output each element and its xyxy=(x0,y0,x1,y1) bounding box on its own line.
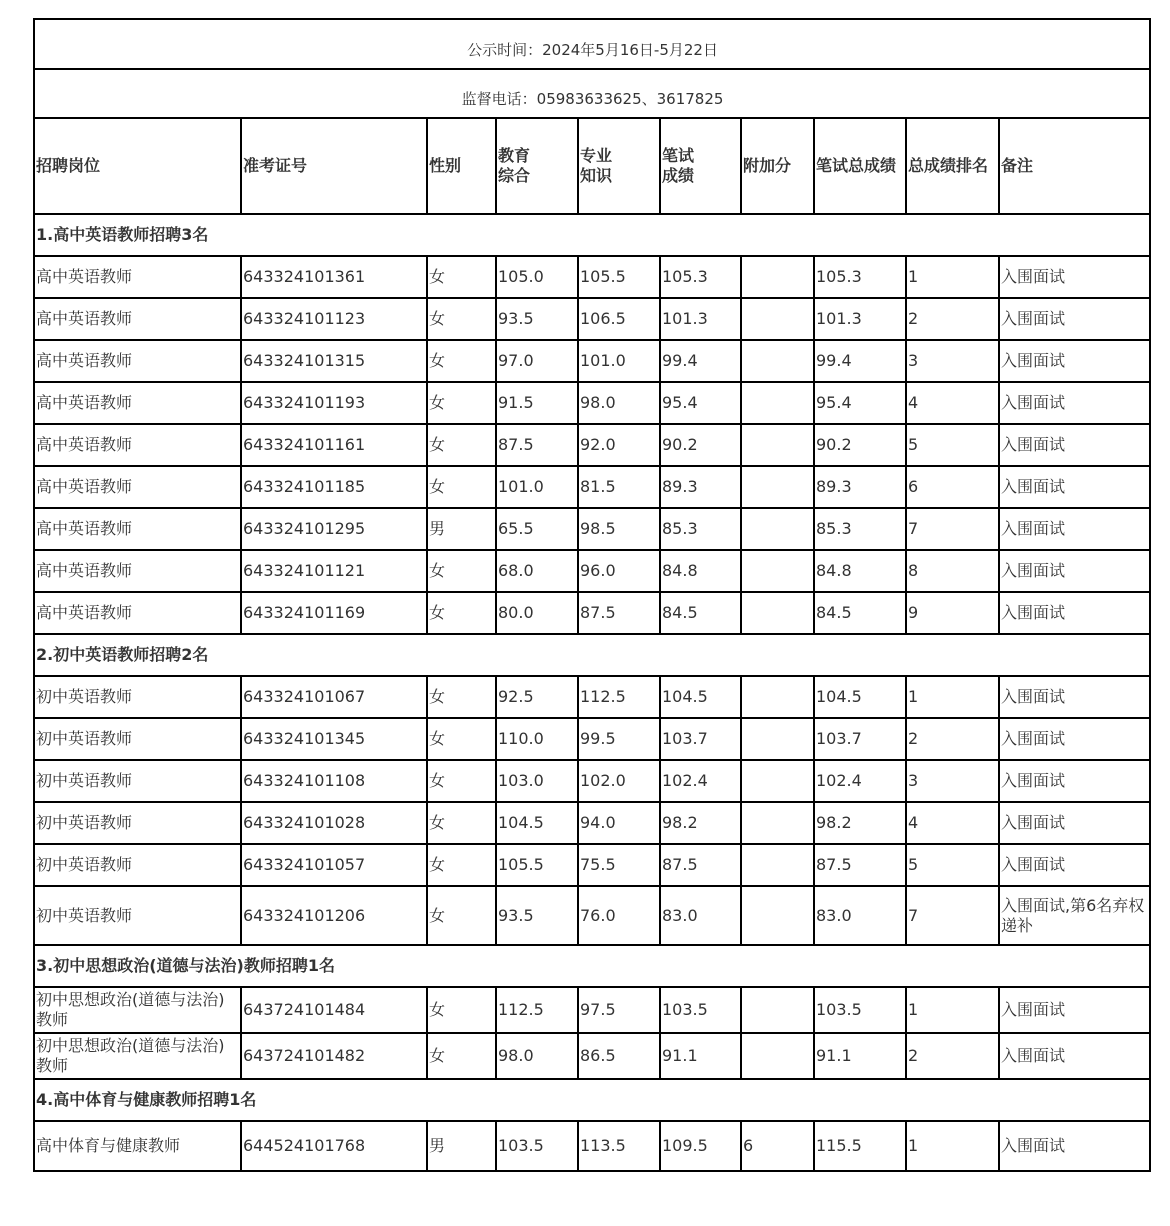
table-row xyxy=(34,340,1150,382)
cell-education-score: 103.0 xyxy=(496,760,578,802)
cell-total-score: 102.4 xyxy=(814,760,906,802)
cell-bonus: 6 xyxy=(741,1121,814,1171)
cell-bonus xyxy=(741,987,814,1033)
cell-rank: 9 xyxy=(906,592,999,634)
cell-professional-score: 94.0 xyxy=(578,802,660,844)
cell-remark: 入围面试,第6名弃权递补 xyxy=(999,886,1150,945)
cell-education-score: 92.5 xyxy=(496,676,578,718)
cell-total-score: 84.5 xyxy=(814,592,906,634)
cell-written-score: 91.1 xyxy=(660,1033,741,1079)
publish-time: 公示时间：2024年5月16日-5月22日 xyxy=(34,19,1150,69)
cell-exam-number: 643324101123 xyxy=(241,298,427,340)
cell-remark: 入围面试 xyxy=(999,466,1150,508)
cell-professional-score: 99.5 xyxy=(578,718,660,760)
cell-rank: 6 xyxy=(906,466,999,508)
cell-gender: 女 xyxy=(427,718,496,760)
cell-written-score: 89.3 xyxy=(660,466,741,508)
cell-written-score: 98.2 xyxy=(660,802,741,844)
table-row xyxy=(34,592,1150,634)
cell-rank: 1 xyxy=(906,256,999,298)
cell-remark: 入围面试 xyxy=(999,592,1150,634)
cell-position: 初中英语教师 xyxy=(34,886,241,945)
cell-education-score: 65.5 xyxy=(496,508,578,550)
cell-education-score: 112.5 xyxy=(496,987,578,1033)
cell-bonus xyxy=(741,844,814,886)
cell-written-score: 95.4 xyxy=(660,382,741,424)
cell-written-score: 104.5 xyxy=(660,676,741,718)
cell-bonus xyxy=(741,886,814,945)
cell-written-score: 85.3 xyxy=(660,508,741,550)
cell-exam-number: 643724101482 xyxy=(241,1033,427,1079)
table-row xyxy=(34,424,1150,466)
cell-rank: 7 xyxy=(906,508,999,550)
table-row xyxy=(34,550,1150,592)
cell-remark: 入围面试 xyxy=(999,340,1150,382)
cell-education-score: 93.5 xyxy=(496,298,578,340)
cell-education-score: 80.0 xyxy=(496,592,578,634)
col-header-education: 教育 综合 xyxy=(496,118,578,214)
cell-bonus xyxy=(741,508,814,550)
cell-rank: 1 xyxy=(906,1121,999,1171)
cell-total-score: 90.2 xyxy=(814,424,906,466)
cell-remark: 入围面试 xyxy=(999,382,1150,424)
cell-written-score: 90.2 xyxy=(660,424,741,466)
cell-exam-number: 643324101193 xyxy=(241,382,427,424)
cell-remark: 入围面试 xyxy=(999,760,1150,802)
score-table xyxy=(33,18,1151,1172)
cell-remark: 入围面试 xyxy=(999,1033,1150,1079)
cell-position: 初中思想政治(道德与法治)教师 xyxy=(34,987,241,1033)
cell-remark: 入围面试 xyxy=(999,1121,1150,1171)
cell-education-score: 103.5 xyxy=(496,1121,578,1171)
cell-total-score: 87.5 xyxy=(814,844,906,886)
section-header xyxy=(34,945,1150,987)
cell-rank: 5 xyxy=(906,844,999,886)
cell-professional-score: 92.0 xyxy=(578,424,660,466)
cell-gender: 女 xyxy=(427,676,496,718)
table-row xyxy=(34,1033,1150,1079)
cell-exam-number: 643324101121 xyxy=(241,550,427,592)
cell-gender: 女 xyxy=(427,298,496,340)
cell-bonus xyxy=(741,760,814,802)
cell-position: 初中英语教师 xyxy=(34,718,241,760)
cell-position: 高中英语教师 xyxy=(34,382,241,424)
cell-exam-number: 643724101484 xyxy=(241,987,427,1033)
cell-position: 高中英语教师 xyxy=(34,298,241,340)
section-title: 1.高中英语教师招聘3名 xyxy=(34,214,1150,256)
cell-written-score: 99.4 xyxy=(660,340,741,382)
cell-professional-score: 96.0 xyxy=(578,550,660,592)
cell-remark: 入围面试 xyxy=(999,987,1150,1033)
table-row xyxy=(34,886,1150,945)
cell-gender: 女 xyxy=(427,382,496,424)
cell-exam-number: 643324101067 xyxy=(241,676,427,718)
cell-education-score: 93.5 xyxy=(496,886,578,945)
cell-total-score: 91.1 xyxy=(814,1033,906,1079)
table-row xyxy=(34,676,1150,718)
cell-education-score: 110.0 xyxy=(496,718,578,760)
cell-professional-score: 97.5 xyxy=(578,987,660,1033)
section-header xyxy=(34,1079,1150,1121)
table-body xyxy=(34,19,1150,1171)
col-header-exam-number: 准考证号 xyxy=(241,118,427,214)
supervision-phone: 监督电话：05983633625、3617825 xyxy=(34,69,1150,118)
cell-total-score: 99.4 xyxy=(814,340,906,382)
cell-position: 初中英语教师 xyxy=(34,844,241,886)
col-header-position: 招聘岗位 xyxy=(34,118,241,214)
cell-remark: 入围面试 xyxy=(999,550,1150,592)
cell-written-score: 103.5 xyxy=(660,987,741,1033)
cell-bonus xyxy=(741,550,814,592)
cell-exam-number: 643324101028 xyxy=(241,802,427,844)
cell-professional-score: 87.5 xyxy=(578,592,660,634)
cell-gender: 男 xyxy=(427,508,496,550)
cell-rank: 8 xyxy=(906,550,999,592)
cell-education-score: 105.5 xyxy=(496,844,578,886)
cell-total-score: 105.3 xyxy=(814,256,906,298)
col-header-gender: 性别 xyxy=(427,118,496,214)
cell-exam-number: 643324101169 xyxy=(241,592,427,634)
cell-position: 初中英语教师 xyxy=(34,802,241,844)
cell-position: 高中英语教师 xyxy=(34,424,241,466)
cell-exam-number: 643324101185 xyxy=(241,466,427,508)
cell-gender: 女 xyxy=(427,760,496,802)
cell-bonus xyxy=(741,424,814,466)
cell-remark: 入围面试 xyxy=(999,424,1150,466)
col-header-rank: 总成绩排名 xyxy=(906,118,999,214)
table-row xyxy=(34,1121,1150,1171)
table-row xyxy=(34,466,1150,508)
section-title: 2.初中英语教师招聘2名 xyxy=(34,634,1150,676)
cell-bonus xyxy=(741,592,814,634)
cell-education-score: 68.0 xyxy=(496,550,578,592)
cell-remark: 入围面试 xyxy=(999,508,1150,550)
cell-professional-score: 81.5 xyxy=(578,466,660,508)
cell-rank: 3 xyxy=(906,340,999,382)
cell-bonus xyxy=(741,802,814,844)
cell-total-score: 84.8 xyxy=(814,550,906,592)
cell-gender: 女 xyxy=(427,802,496,844)
cell-gender: 男 xyxy=(427,1121,496,1171)
cell-bonus xyxy=(741,1033,814,1079)
cell-written-score: 84.8 xyxy=(660,550,741,592)
cell-exam-number: 643324101361 xyxy=(241,256,427,298)
cell-rank: 4 xyxy=(906,382,999,424)
cell-total-score: 85.3 xyxy=(814,508,906,550)
cell-professional-score: 98.5 xyxy=(578,508,660,550)
cell-education-score: 97.0 xyxy=(496,340,578,382)
cell-written-score: 102.4 xyxy=(660,760,741,802)
cell-position: 高中英语教师 xyxy=(34,256,241,298)
cell-bonus xyxy=(741,298,814,340)
cell-gender: 女 xyxy=(427,886,496,945)
cell-exam-number: 643324101295 xyxy=(241,508,427,550)
cell-written-score: 84.5 xyxy=(660,592,741,634)
cell-exam-number: 643324101345 xyxy=(241,718,427,760)
cell-professional-score: 86.5 xyxy=(578,1033,660,1079)
table-row xyxy=(34,382,1150,424)
cell-professional-score: 113.5 xyxy=(578,1121,660,1171)
col-header-written: 笔试 成绩 xyxy=(660,118,741,214)
column-header-row xyxy=(34,118,1150,214)
cell-bonus xyxy=(741,718,814,760)
cell-professional-score: 98.0 xyxy=(578,382,660,424)
cell-gender: 女 xyxy=(427,844,496,886)
cell-rank: 3 xyxy=(906,760,999,802)
cell-professional-score: 102.0 xyxy=(578,760,660,802)
cell-professional-score: 106.5 xyxy=(578,298,660,340)
cell-total-score: 103.5 xyxy=(814,987,906,1033)
cell-professional-score: 76.0 xyxy=(578,886,660,945)
cell-total-score: 101.3 xyxy=(814,298,906,340)
cell-bonus xyxy=(741,676,814,718)
cell-education-score: 98.0 xyxy=(496,1033,578,1079)
cell-written-score: 101.3 xyxy=(660,298,741,340)
cell-bonus xyxy=(741,382,814,424)
cell-education-score: 104.5 xyxy=(496,802,578,844)
cell-total-score: 89.3 xyxy=(814,466,906,508)
table-row xyxy=(34,256,1150,298)
table-row xyxy=(34,718,1150,760)
cell-position: 高中英语教师 xyxy=(34,550,241,592)
cell-education-score: 105.0 xyxy=(496,256,578,298)
cell-position: 高中英语教师 xyxy=(34,508,241,550)
cell-remark: 入围面试 xyxy=(999,844,1150,886)
cell-education-score: 101.0 xyxy=(496,466,578,508)
cell-professional-score: 105.5 xyxy=(578,256,660,298)
cell-position: 初中英语教师 xyxy=(34,760,241,802)
section-title: 4.高中体育与健康教师招聘1名 xyxy=(34,1079,1150,1121)
cell-rank: 1 xyxy=(906,987,999,1033)
cell-position: 高中英语教师 xyxy=(34,592,241,634)
section-header xyxy=(34,634,1150,676)
cell-rank: 1 xyxy=(906,676,999,718)
cell-professional-score: 101.0 xyxy=(578,340,660,382)
cell-remark: 入围面试 xyxy=(999,676,1150,718)
cell-exam-number: 643324101108 xyxy=(241,760,427,802)
cell-education-score: 91.5 xyxy=(496,382,578,424)
cell-rank: 4 xyxy=(906,802,999,844)
cell-exam-number: 644524101768 xyxy=(241,1121,427,1171)
col-header-total: 笔试总成绩 xyxy=(814,118,906,214)
cell-written-score: 105.3 xyxy=(660,256,741,298)
cell-gender: 女 xyxy=(427,424,496,466)
cell-position: 高中英语教师 xyxy=(34,466,241,508)
cell-bonus xyxy=(741,466,814,508)
cell-rank: 2 xyxy=(906,1033,999,1079)
cell-remark: 入围面试 xyxy=(999,256,1150,298)
col-header-bonus: 附加分 xyxy=(741,118,814,214)
table-row xyxy=(34,802,1150,844)
cell-position: 高中英语教师 xyxy=(34,340,241,382)
cell-bonus xyxy=(741,256,814,298)
cell-remark: 入围面试 xyxy=(999,298,1150,340)
col-header-professional: 专业 知识 xyxy=(578,118,660,214)
cell-total-score: 95.4 xyxy=(814,382,906,424)
cell-rank: 5 xyxy=(906,424,999,466)
cell-written-score: 109.5 xyxy=(660,1121,741,1171)
cell-written-score: 103.7 xyxy=(660,718,741,760)
cell-written-score: 87.5 xyxy=(660,844,741,886)
cell-exam-number: 643324101315 xyxy=(241,340,427,382)
cell-rank: 2 xyxy=(906,718,999,760)
cell-gender: 女 xyxy=(427,592,496,634)
cell-gender: 女 xyxy=(427,987,496,1033)
section-header xyxy=(34,214,1150,256)
table-row xyxy=(34,760,1150,802)
cell-professional-score: 112.5 xyxy=(578,676,660,718)
cell-education-score: 87.5 xyxy=(496,424,578,466)
supervision-phone-row xyxy=(34,69,1150,118)
cell-rank: 7 xyxy=(906,886,999,945)
cell-total-score: 115.5 xyxy=(814,1121,906,1171)
cell-bonus xyxy=(741,340,814,382)
table-row xyxy=(34,298,1150,340)
cell-gender: 女 xyxy=(427,466,496,508)
cell-position: 初中思想政治(道德与法治)教师 xyxy=(34,1033,241,1079)
cell-exam-number: 643324101161 xyxy=(241,424,427,466)
cell-total-score: 104.5 xyxy=(814,676,906,718)
col-header-remark: 备注 xyxy=(999,118,1150,214)
cell-remark: 入围面试 xyxy=(999,718,1150,760)
table-row xyxy=(34,987,1150,1033)
cell-professional-score: 75.5 xyxy=(578,844,660,886)
cell-gender: 女 xyxy=(427,256,496,298)
cell-total-score: 83.0 xyxy=(814,886,906,945)
cell-exam-number: 643324101057 xyxy=(241,844,427,886)
cell-rank: 2 xyxy=(906,298,999,340)
table-row xyxy=(34,508,1150,550)
cell-total-score: 103.7 xyxy=(814,718,906,760)
cell-position: 高中体育与健康教师 xyxy=(34,1121,241,1171)
section-title: 3.初中思想政治(道德与法治)教师招聘1名 xyxy=(34,945,1150,987)
cell-remark: 入围面试 xyxy=(999,802,1150,844)
cell-position: 初中英语教师 xyxy=(34,676,241,718)
table-row xyxy=(34,844,1150,886)
cell-exam-number: 643324101206 xyxy=(241,886,427,945)
cell-total-score: 98.2 xyxy=(814,802,906,844)
cell-written-score: 83.0 xyxy=(660,886,741,945)
cell-gender: 女 xyxy=(427,550,496,592)
cell-gender: 女 xyxy=(427,1033,496,1079)
publish-time-row xyxy=(34,19,1150,69)
cell-gender: 女 xyxy=(427,340,496,382)
